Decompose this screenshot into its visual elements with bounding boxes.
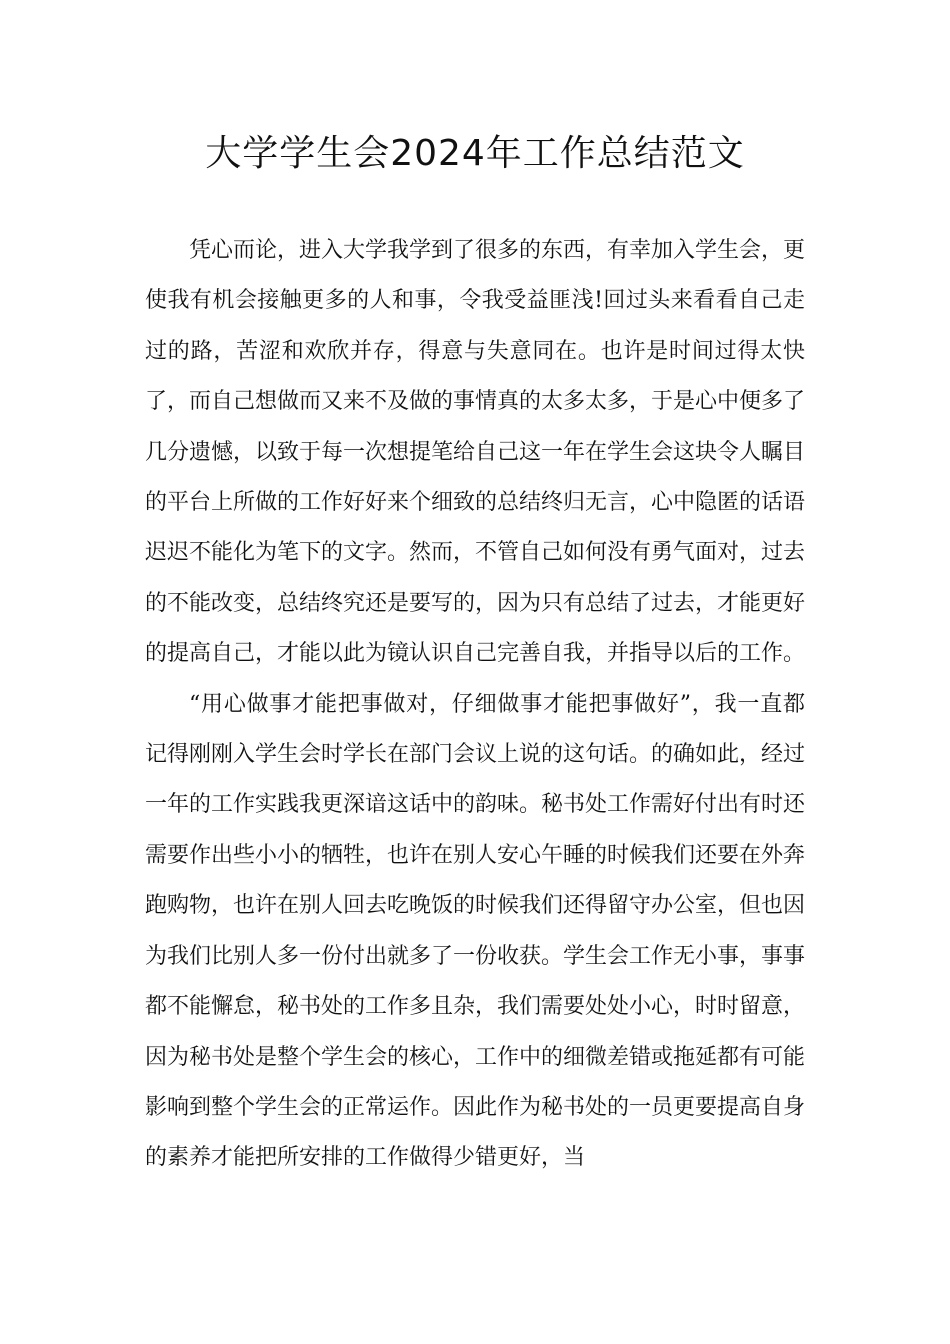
paragraph-2: “用心做事才能把事做对，仔细做事才能把事做好”，我一直都记得刚刚入学生会时学长在部门会议上说的这句话。的确如此，经过一年的工作实践我更深谙这话中的韵味。秘书处工作需好付出有时还需要作出些小小的牺牲，也许在别人安心午睡的时候我们还要在外奔跑购物，也许在别人回去吃晚饭的时候我们还得留守办公室，但也因为我们比别人多一份付出就多了一份收获。学生会工作无小事，事事都不能懈怠，秘书处的工作多且杂，我们需要处处小心，时时留意，因为秘书处是整个学生会的核心，工作中的细微差错或拖延都有可能影响到整个学生会的正常运作。因此作为秘书处的一员更要提高自身的素养才能把所安排的工作做得少错更好，当 — [145, 691, 806, 1171]
paragraph-1: 凭心而论，进入大学我学到了很多的东西，有幸加入学生会，更使我有机会接触更多的人和事，令我受益匪浅!回过头来看看自己走过的路，苦涩和欢欣并存，得意与失意同在。也许是时间过得太快了，而自己想做而又来不及做的事情真的太多太多，于是心中便多了几分遗憾，以致于每一次想提笔给自己这一年在学生会这块令人瞩目的平台上所做的工作好好来个细致的总结终归无言，心中隐匿的话语迟迟不能化为笔下的文字。然而，不管自己如何没有勇气面对，过去的不能改变，总结终究还是要写的，因为只有总结了过去，才能更好的提高自己，才能以此为镜认识自己完善自我，并指导以后的工作。 — [145, 238, 806, 667]
document-title: 大学学生会2024年工作总结范文 — [205, 133, 745, 174]
document-body — [145, 226, 805, 1184]
